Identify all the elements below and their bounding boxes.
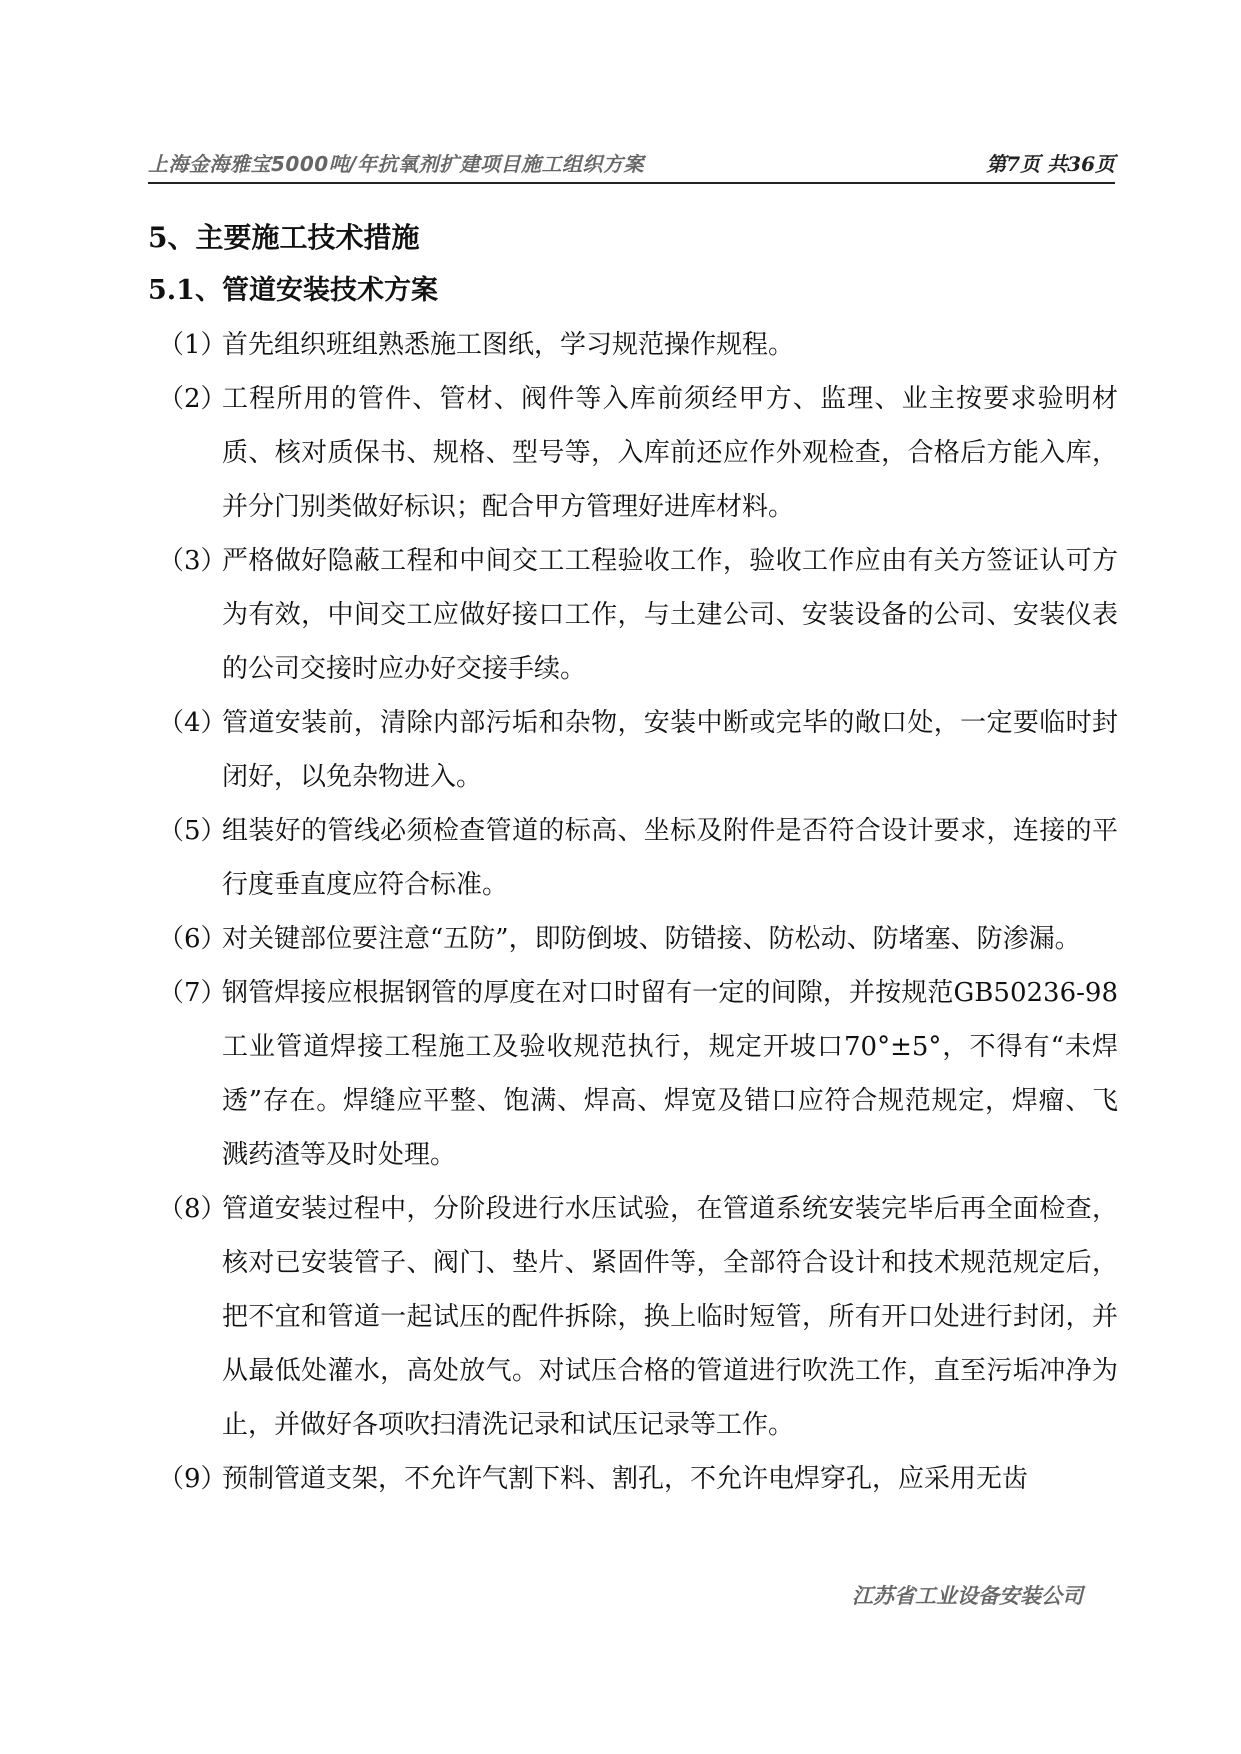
item-number: （9）: [158, 1464, 227, 1494]
item-text: 对关键部位要注意“五防”，即防倒坡、防错接、防松动、防堵塞、防渗漏。: [222, 924, 1081, 954]
item-number: （2）: [158, 384, 227, 414]
list-item: [148, 534, 1118, 696]
item-text: 首先组织班组熟悉施工图纸，学习规范操作规程。: [222, 330, 795, 360]
item-text: 工程所用的管件、管材、阀件等入库前须经甲方、监理、业主按要求验明材质、核对质保书、规格、型号等，入库前还应作外观检查，合格后方能入库，并分门别类做好标识；配合甲方管理好进库材料。: [222, 384, 1118, 522]
item-number: （4）: [158, 708, 227, 738]
list-item: [148, 318, 1118, 372]
item-number: （3）: [158, 546, 227, 576]
subsection-title: 5.1、管道安装技术方案: [148, 275, 438, 306]
section-title: 5、主要施工技术措施: [148, 221, 420, 254]
list-item: [148, 1452, 1118, 1506]
item-number: （6）: [158, 924, 227, 954]
item-number: （5）: [158, 816, 227, 846]
list-item: [148, 1182, 1118, 1452]
item-text: 预制管道支架，不允许气割下料、割孔，不允许电焊穿孔，应采用无齿: [222, 1464, 1029, 1494]
list-item: [148, 804, 1118, 912]
list-item: [148, 372, 1118, 534]
footer-company: 江苏省工业设备安装公司: [852, 1584, 1083, 1608]
item-number: （7）: [158, 978, 227, 1008]
item-text: 管道安装前，清除内部污垢和杂物，安装中断或完毕的敞口处，一定要临时封闭好，以免杂物进入。: [222, 708, 1118, 792]
item-text: 组装好的管线必须检查管道的标高、坐标及附件是否符合设计要求，连接的平行度垂直度应符合标准。: [222, 816, 1118, 900]
item-list: [148, 318, 1118, 1506]
header-title: 上海金海雅宝5000吨/年抗氧剂扩建项目施工组织方案: [148, 152, 644, 176]
item-text: 严格做好隐蔽工程和中间交工工程验收工作，验收工作应由有关方签证认可方为有效，中间交工应做好接口工作，与土建公司、安装设备的公司、安装仪表的公司交接时应办好交接手续。: [222, 546, 1118, 684]
item-number: （8）: [158, 1194, 227, 1224]
list-item: [148, 966, 1118, 1182]
item-text: 管道安装过程中，分阶段进行水压试验，在管道系统安装完毕后再全面检查，核对已安装管子、阀门、垫片、紧固件等，全部符合设计和技术规范规定后，把不宜和管道一起试压的配件拆除，换上临时短管，所有开口处进行封闭，并从最低处灌水，高处放气。对试压合格的管道进行吹洗工作，直至污垢冲净为止，并做好各项吹扫清洗记录和试压记录等工作。: [222, 1194, 1118, 1440]
page-header: [148, 148, 1115, 184]
header-page-info: 第7页 共36页: [986, 152, 1115, 176]
item-text: 钢管焊接应根据钢管的厚度在对口时留有一定的间隙，并按规范GB50236-98工业管道焊接工程施工及验收规范执行，规定开坡口70°±5°，不得有“未焊透”存在。焊缝应平整、饱满、焊高、焊宽及错口应符合规范规定，焊瘤、飞溅药渣等及时处理。: [222, 978, 1118, 1170]
list-item: [148, 912, 1118, 966]
list-item: [148, 696, 1118, 804]
item-number: （1）: [158, 330, 227, 360]
